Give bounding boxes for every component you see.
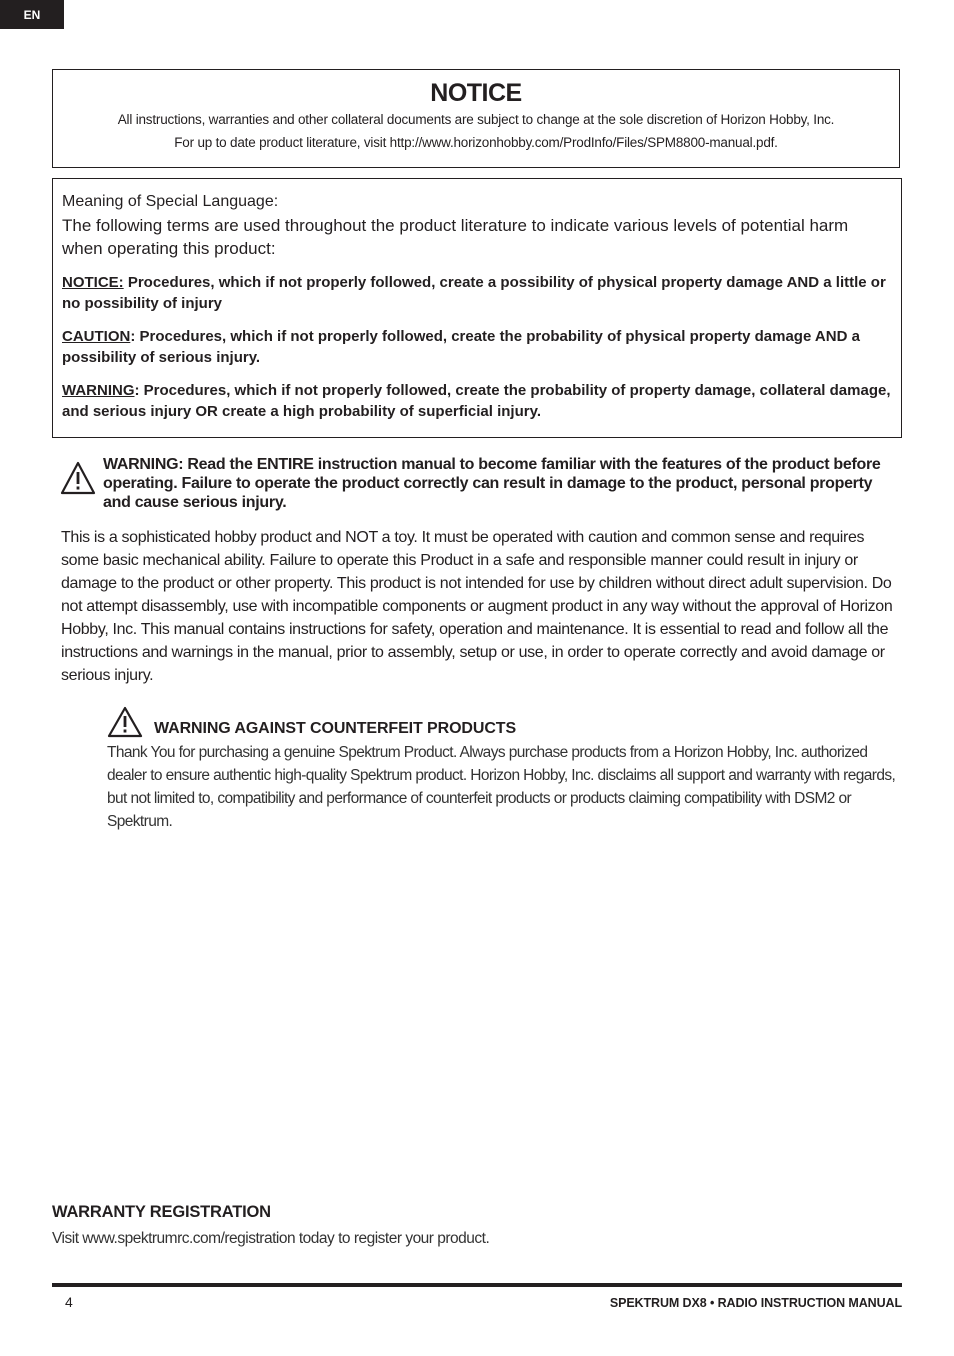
term-warning <box>62 380 892 422</box>
term-text: Procedures, which if not properly followed, create a possibility of physical property damage AND a little or no possibility of injury <box>62 274 886 312</box>
notice-line-1: All instructions, warranties and other collateral documents are subject to change at the sole discretion of Horizon Hobby, Inc. <box>117 112 835 127</box>
warranty-registration-text: Visit www.spektrumrc.com/registration today to register your product. <box>52 1230 490 1247</box>
notice-title: NOTICE <box>430 79 522 107</box>
warning-block <box>60 455 900 512</box>
term-caution <box>62 326 892 368</box>
warning-triangle-icon <box>107 706 143 738</box>
special-language-heading: Meaning of Special Language: <box>62 193 279 210</box>
term-notice <box>62 272 892 314</box>
counterfeit-title: WARNING AGAINST COUNTERFEIT PRODUCTS <box>154 720 517 737</box>
term-keyword: WARNING <box>62 382 135 399</box>
notice-box <box>52 69 900 168</box>
warning-text: WARNING: Read the ENTIRE instruction manual to become familiar with the features of the product before operating. Failure to operate the product correctly can result in damage to the product, personal property and cause serious injury. <box>103 456 881 511</box>
counterfeit-text: Thank You for purchasing a genuine Spektrum Product. Always purchase products from a Horizon Hobby, Inc. authorized dealer to ensure authentic high-quality Spektrum product. Horizon Hobby, Inc. disclaims all support and warranty with regards, but not limited to, compatibility and performance of counterfeit products or products claiming compatibility with DSM2 or Spektrum. <box>107 744 896 830</box>
term-keyword: NOTICE: <box>62 274 124 291</box>
special-language-intro: The following terms are used throughout the product literature to indicate various levels of potential harm when operating this product: <box>62 216 849 258</box>
warranty-registration-title: WARRANTY REGISTRATION <box>52 1203 271 1221</box>
language-tab-label: EN <box>23 7 41 22</box>
language-tab <box>0 0 64 29</box>
footer-divider <box>52 1283 902 1287</box>
footer-title: SPEKTRUM DX8 • RADIO INSTRUCTION MANUAL <box>609 1296 902 1310</box>
warning-triangle-icon <box>60 461 96 495</box>
notice-line-2: For up to date product literature, visit http://www.horizonhobby.com/ProdInfo/Files/SPM8800-manual.pdf. <box>174 135 778 150</box>
term-keyword: CAUTION <box>62 328 131 345</box>
term-text: : Procedures, which if not properly followed, create the probability of physical property damage AND a possibility of serious injury. <box>62 328 860 366</box>
special-language-box <box>52 178 902 438</box>
term-text: : Procedures, which if not properly followed, create the probability of property damage, collateral damage, and serious injury OR create a high probability of superficial injury. <box>62 382 891 420</box>
page-number: 4 <box>65 1294 73 1310</box>
safety-paragraph: This is a sophisticated hobby product and NOT a toy. It must be operated with caution and common sense and requires some basic mechanical ability. Failure to operate this Product in a safe and responsible manner could result in injury or damage to the product or other property. This product is not intended for use by children without direct adult supervision. Do not attempt disassembly, use with incompatible components or augment product in any way without the approval of Horizon Hobby, Inc. This manual contains instructions for safety, operation and maintenance. It is essential to read and follow all the instructions and warnings in the manual, prior to assembly, setup or use, in order to operate correctly and avoid damage or serious injury. <box>61 529 893 684</box>
